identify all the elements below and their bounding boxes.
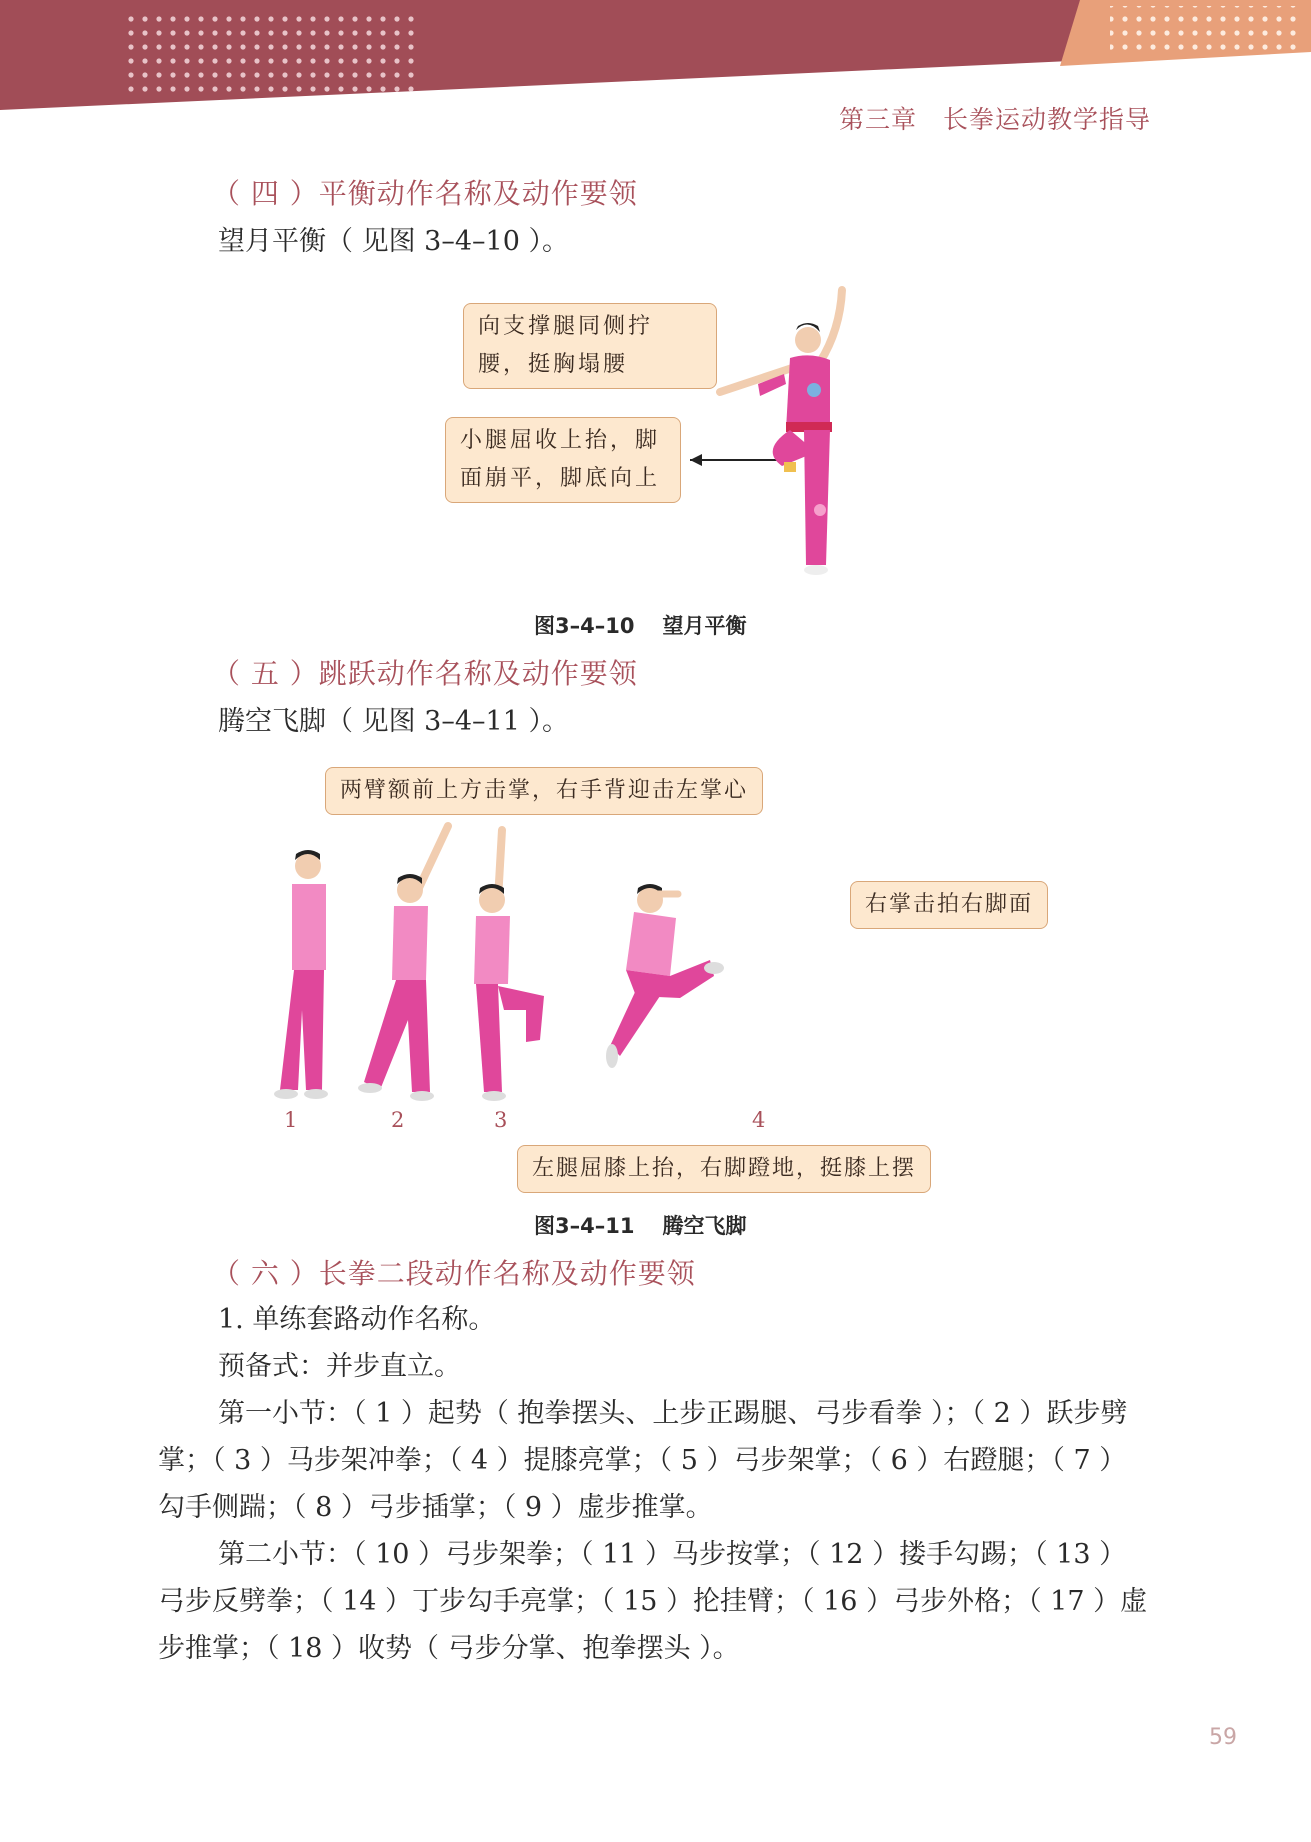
note-slap-foot: 右掌击拍右脚面 — [850, 881, 1048, 929]
figure-number: 图3–4–11 — [534, 1214, 635, 1238]
note-clap-hands: 两臂额前上方击掌，右手背迎击左掌心 — [325, 767, 763, 815]
note-lower-leg: 小腿屈收上抬，脚面崩平，脚底向上 — [445, 417, 681, 503]
page-number: 59 — [1209, 1725, 1237, 1750]
figure-title: 望月平衡 — [662, 614, 747, 638]
step-1-figure — [274, 850, 328, 1099]
step-3-figure — [474, 830, 544, 1101]
step-label-3: 3 — [494, 1108, 508, 1132]
figure-title: 腾空飞脚 — [662, 1214, 747, 1238]
step-4-figure — [606, 884, 724, 1068]
note-twist-waist: 向支撑腿同侧拧腰，挺胸塌腰 — [463, 303, 717, 389]
step-2-figure — [358, 826, 448, 1101]
chapter-number: 第三章 — [838, 105, 917, 134]
section5-text: 腾空飞脚（ 见图 3–4–11 ）。 — [218, 706, 569, 737]
section4-text: 望月平衡（ 见图 3–4–10 ）。 — [218, 226, 569, 257]
chapter-header — [839, 100, 1151, 136]
section6-item-1: 1. 单练套路动作名称。 — [218, 1304, 496, 1335]
jump-kick-sequence-illustration — [240, 820, 880, 1105]
step-label-1: 1 — [284, 1108, 298, 1132]
section6-ready-position: 预备式：并步直立。 — [218, 1351, 461, 1382]
step-label-4: 4 — [752, 1108, 766, 1132]
step-label-2: 2 — [391, 1108, 405, 1132]
section4-heading: （ 四 ）平衡动作名称及动作要领 — [212, 177, 638, 210]
balance-figure-illustration — [680, 280, 880, 580]
figure-3-4-11-caption — [534, 1210, 746, 1240]
chapter-title: 长拳运动教学指导 — [942, 105, 1151, 134]
figure-number: 图3–4–10 — [534, 614, 635, 638]
section6-heading: （ 六 ）长拳二段动作名称及动作要领 — [212, 1257, 696, 1290]
figure-3-4-10-caption — [534, 610, 746, 640]
section6-paragraph-2: 第二小节：（ 10 ）弓步架拳；（ 11 ）马步按掌；（ 12 ）搂手勾踢；（ 13 ）弓步反劈拳；（ 14 ）丁步勾手亮掌；（ 15 ）抡挂臂；（ 16 ）弓步外格；（ 17 ）虚步推掌；（ 18 ）收势（ 弓步分掌、抱拳摆头 ）。 — [158, 1539, 1148, 1664]
note-knee-raise: 左腿屈膝上抬，右脚蹬地，挺膝上摆 — [517, 1145, 931, 1193]
section6-paragraph-1: 第一小节：（ 1 ）起势（ 抱拳摆头、上步正踢腿、弓步看拳 ）；（ 2 ）跃步劈掌；（ 3 ）马步架冲拳；（ 4 ）提膝亮掌；（ 5 ）弓步架掌；（ 6 ）右蹬腿；（ 7 ）勾手侧踹；（ 8 ）弓步插掌；（ 9 ）虚步推掌。 — [158, 1398, 1128, 1523]
section5-heading: （ 五 ）跳跃动作名称及动作要领 — [212, 657, 638, 690]
